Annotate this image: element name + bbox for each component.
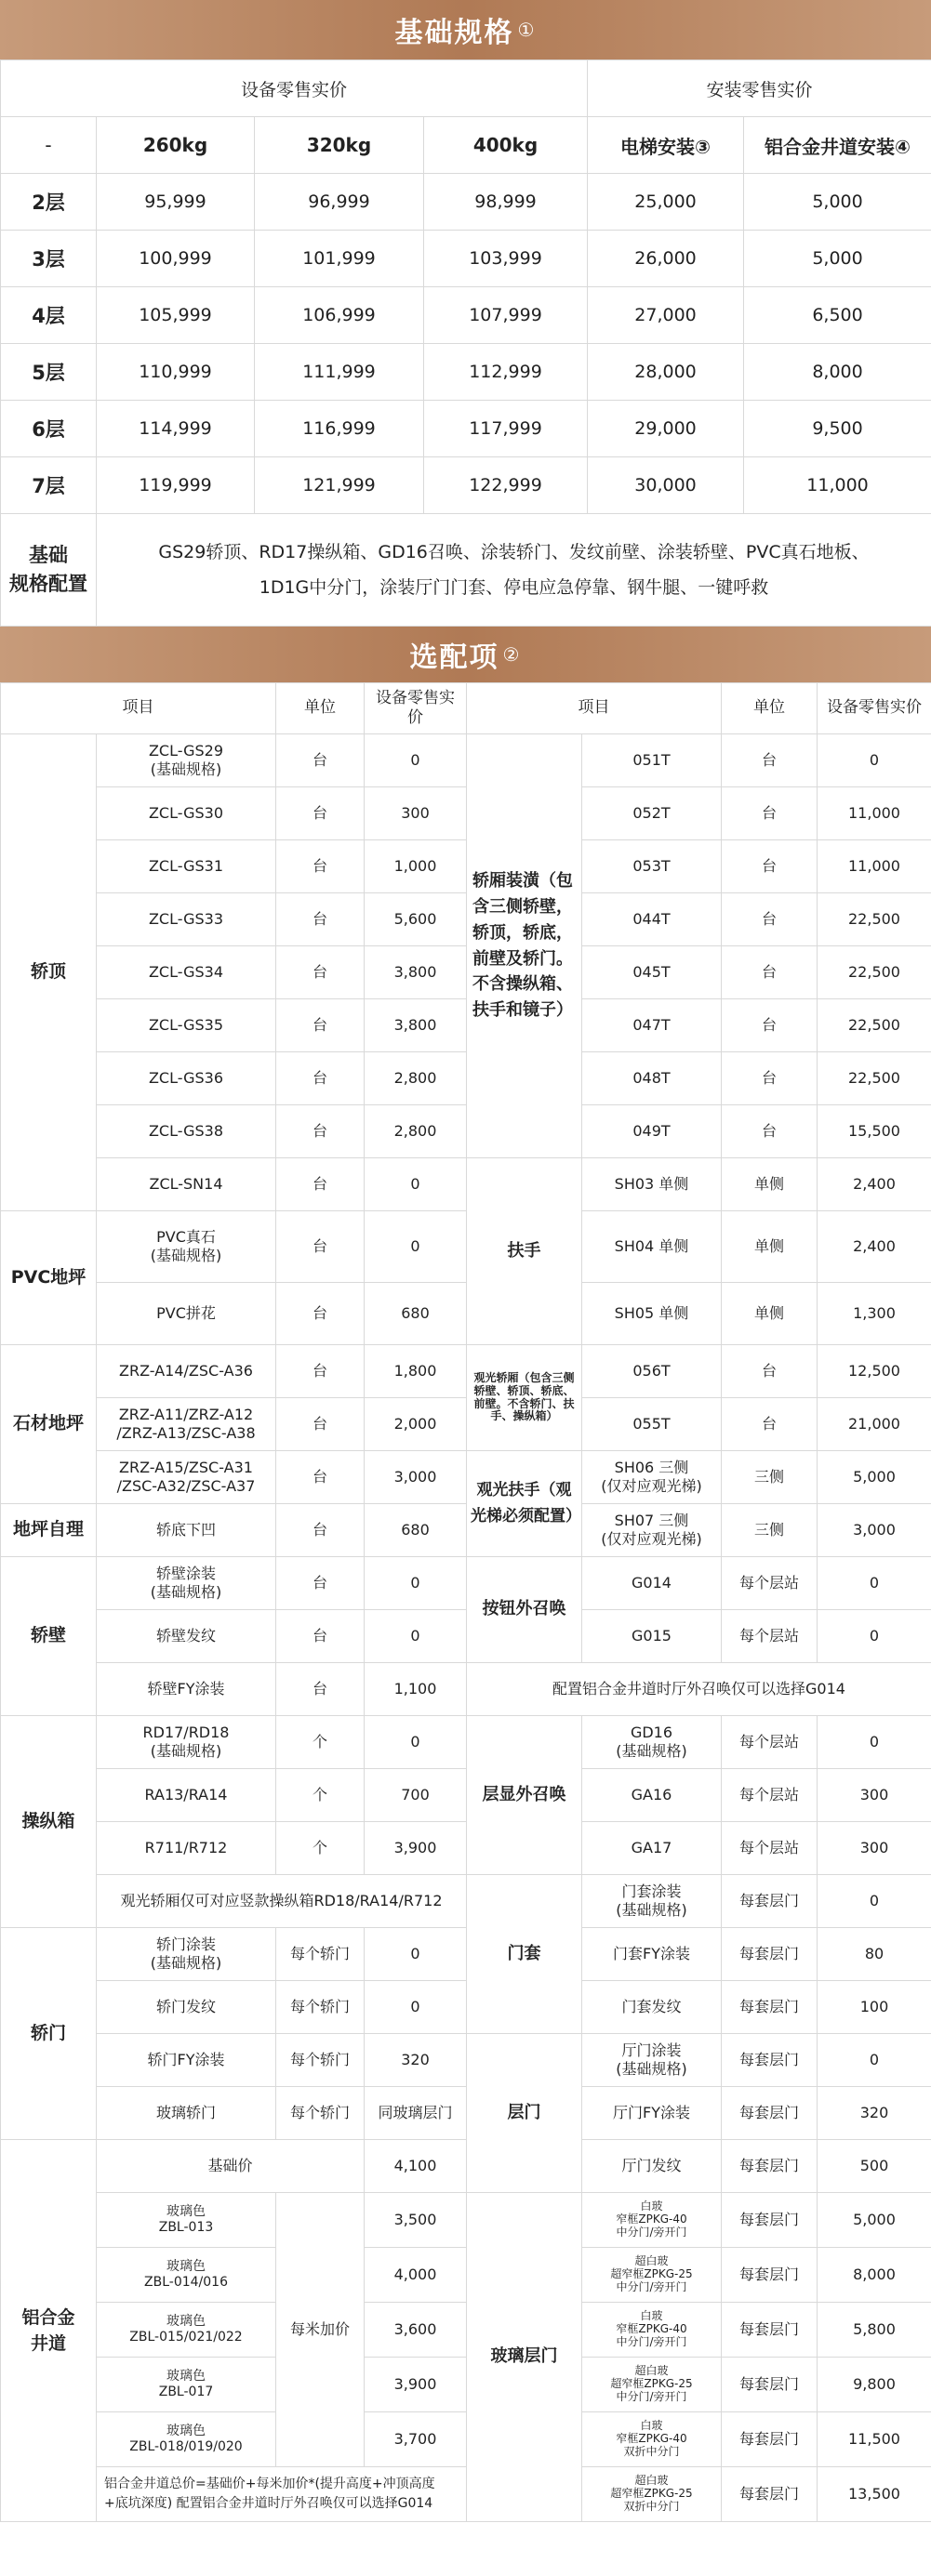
cat-car-top: 轿顶 xyxy=(1,734,97,1211)
unit-cell: 每套层门 xyxy=(722,2140,818,2193)
cat-sightseeing-handrail: 观光扶手（观光梯必须配置） xyxy=(467,1451,582,1557)
top-item: ZCL-GS34 xyxy=(97,946,276,999)
price-cell: 100 xyxy=(818,1981,931,2034)
unit-cell: 每套层门 xyxy=(722,1875,818,1928)
unit-cell: 台 xyxy=(276,1504,365,1557)
options-section-title: 选配项 xyxy=(409,641,499,674)
price-cell: 29,000 xyxy=(588,401,744,457)
table-row xyxy=(1,401,931,457)
price-cell: 95,999 xyxy=(97,174,255,231)
price-cell: 12,500 xyxy=(818,1345,931,1398)
basic-section-footnote: ① xyxy=(517,19,537,41)
cat-glass-landing-door: 玻璃层门 xyxy=(467,2193,582,2522)
price-cell: 0 xyxy=(818,1557,931,1610)
unit-cell: 台 xyxy=(722,1052,818,1105)
price-cell: 300 xyxy=(365,787,467,840)
top-item: ZCL-GS33 xyxy=(97,893,276,946)
deco-item: 048T xyxy=(582,1052,722,1105)
price-cell: 98,999 xyxy=(424,174,588,231)
price-cell: 114,999 xyxy=(97,401,255,457)
cat-aluminum-shaft-line-2: 井道 xyxy=(30,2333,66,2354)
cat-aluminum-shaft-line-1: 铝合金 xyxy=(21,2306,75,2328)
price-cell: 5,600 xyxy=(365,893,467,946)
top-item: ZCL-GS35 xyxy=(97,999,276,1052)
price-cell: 300 xyxy=(818,1822,931,1875)
top-item: ZCL-GS30 xyxy=(97,787,276,840)
price-cell: 0 xyxy=(818,2034,931,2087)
price-cell: 同玻璃层门 xyxy=(365,2087,467,2140)
cat-aluminum-shaft xyxy=(1,2140,97,2522)
landing-item: 厅门FY涂装 xyxy=(582,2087,722,2140)
unit-cell: 三侧 xyxy=(722,1451,818,1504)
unit-cell: 台 xyxy=(276,1451,365,1504)
unit-cell: 每个层站 xyxy=(722,1769,818,1822)
unit-cell: 每个轿门 xyxy=(276,1981,365,2034)
disp-item: GD16 (基础规格) xyxy=(582,1716,722,1769)
deco-item: 049T xyxy=(582,1105,722,1158)
frame-item: 门套发纹 xyxy=(582,1981,722,2034)
unit-cell: 台 xyxy=(722,893,818,946)
basic-spec-table xyxy=(0,59,931,627)
panel-note: 观光轿厢仅可对应竖款操纵箱RD18/RA14/R712 xyxy=(97,1875,467,1928)
col-320kg: 320kg xyxy=(255,117,424,174)
landing-item: 厅门涂装 (基础规格) xyxy=(582,2034,722,2087)
price-cell: 8,000 xyxy=(818,2248,931,2303)
cat-stone-floor: 石材地坪 xyxy=(1,1345,97,1504)
price-cell: 22,500 xyxy=(818,893,931,946)
landing-item: 厅门发纹 xyxy=(582,2140,722,2193)
price-cell: 0 xyxy=(365,1158,467,1211)
price-cell: 13,500 xyxy=(818,2467,931,2522)
frame-item: 门套FY涂装 xyxy=(582,1928,722,1981)
top-item: ZCL-SN14 xyxy=(97,1158,276,1211)
price-cell: 3,500 xyxy=(365,2193,467,2248)
alu-note: 铝合金井道总价=基础价+每米加价*(提升高度+冲顶高度+底坑深度) 配置铝合金井道时厅外召唤仅可以选择G014 xyxy=(97,2467,467,2522)
price-cell: 0 xyxy=(818,1716,931,1769)
unit-cell: 每套层门 xyxy=(722,2087,818,2140)
unit-cell: 台 xyxy=(276,1105,365,1158)
hdr-item-right: 项目 xyxy=(467,683,722,734)
price-cell: 5,000 xyxy=(744,174,931,231)
price-cell: 96,999 xyxy=(255,174,424,231)
alu-base-item: 基础价 xyxy=(97,2140,365,2193)
unit-cell: 每个轿门 xyxy=(276,1928,365,1981)
btn-note: 配置铝合金井道时厅外召唤仅可以选择G014 xyxy=(467,1663,931,1716)
unit-cell: 每个层站 xyxy=(722,1557,818,1610)
unit-cell: 每套层门 xyxy=(722,2248,818,2303)
unit-cell: 台 xyxy=(276,1610,365,1663)
unit-cell: 每个轿门 xyxy=(276,2087,365,2140)
stone-item: ZRZ-A15/ZSC-A31 /ZSC-A32/ZSC-A37 xyxy=(97,1451,276,1504)
cat-handrail: 扶手 xyxy=(467,1158,582,1345)
options-table xyxy=(0,682,931,2522)
top-item: ZCL-GS38 xyxy=(97,1105,276,1158)
price-cell: 11,000 xyxy=(744,457,931,514)
price-cell: 5,000 xyxy=(744,231,931,287)
price-cell: 101,999 xyxy=(255,231,424,287)
col-elevator-install: 电梯安装③ xyxy=(588,117,744,174)
price-cell: 9,500 xyxy=(744,401,931,457)
price-cell: 107,999 xyxy=(424,287,588,344)
price-cell: 3,800 xyxy=(365,946,467,999)
unit-cell: 台 xyxy=(722,1105,818,1158)
unit-cell: 每套层门 xyxy=(722,2193,818,2248)
price-cell: 700 xyxy=(365,1769,467,1822)
top-item: ZCL-GS36 xyxy=(97,1052,276,1105)
floor-label: 5层 xyxy=(1,344,97,401)
price-cell: 4,100 xyxy=(365,2140,467,2193)
price-cell: 80 xyxy=(818,1928,931,1981)
price-cell: 119,999 xyxy=(97,457,255,514)
price-cell: 5,800 xyxy=(818,2303,931,2358)
hdr-item-left: 项目 xyxy=(1,683,276,734)
floor-label: 3层 xyxy=(1,231,97,287)
cat-door-frame: 门套 xyxy=(467,1875,582,2034)
floor-label: 4层 xyxy=(1,287,97,344)
basic-section-header xyxy=(0,0,931,59)
price-cell: 5,000 xyxy=(818,1451,931,1504)
floor-label: 7层 xyxy=(1,457,97,514)
unit-cell: 台 xyxy=(276,1398,365,1451)
price-cell: 21,000 xyxy=(818,1398,931,1451)
price-cell: 11,000 xyxy=(818,840,931,893)
cat-landing-door: 层门 xyxy=(467,2034,582,2193)
alu-item: 玻璃色 ZBL-018/019/020 xyxy=(97,2412,276,2467)
unit-cell: 台 xyxy=(722,734,818,787)
price-cell: 320 xyxy=(365,2034,467,2087)
cat-floor-self: 地坪自理 xyxy=(1,1504,97,1557)
panel-item: RD17/RD18 (基础规格) xyxy=(97,1716,276,1769)
config-line-2: 1D1G中分门，涂装厅门门套、停电应急停靠、钢牛腿、一键呼救 xyxy=(259,577,769,598)
price-cell: 100,999 xyxy=(97,231,255,287)
price-cell: 3,900 xyxy=(365,2358,467,2412)
unit-cell: 每个层站 xyxy=(722,1610,818,1663)
price-cell: 11,000 xyxy=(818,787,931,840)
price-cell: 9,800 xyxy=(818,2358,931,2412)
price-cell: 1,000 xyxy=(365,840,467,893)
unit-cell: 台 xyxy=(276,999,365,1052)
cat-floor-display-call: 层显外召唤 xyxy=(467,1716,582,1875)
wall-item: 轿壁发纹 xyxy=(97,1610,276,1663)
table-row xyxy=(1,231,931,287)
hdr-unit-left: 单位 xyxy=(276,683,365,734)
unit-cell: 每套层门 xyxy=(722,2034,818,2087)
sight-item: 056T xyxy=(582,1345,722,1398)
price-cell: 0 xyxy=(365,734,467,787)
unit-cell: 每个轿门 xyxy=(276,2034,365,2087)
price-cell: 122,999 xyxy=(424,457,588,514)
alu-item: 玻璃色 ZBL-017 xyxy=(97,2358,276,2412)
unit-cell: 台 xyxy=(722,1345,818,1398)
col-260kg: 260kg xyxy=(97,117,255,174)
table-row xyxy=(1,287,931,344)
handrail-item: SH03 单侧 xyxy=(582,1158,722,1211)
cat-button-call: 按钮外召唤 xyxy=(467,1557,582,1663)
deco-item: 044T xyxy=(582,893,722,946)
price-cell: 111,999 xyxy=(255,344,424,401)
price-cell: 3,000 xyxy=(365,1451,467,1504)
hdr-price-right: 设备零售实价 xyxy=(818,683,931,734)
handrail-item: SH05 单侧 xyxy=(582,1283,722,1345)
col-alu-install: 铝合金井道安装④ xyxy=(744,117,931,174)
unit-cell: 每套层门 xyxy=(722,2303,818,2358)
price-cell: 0 xyxy=(818,1610,931,1663)
price-cell: 3,800 xyxy=(365,999,467,1052)
floor-label: 2层 xyxy=(1,174,97,231)
cat-operation-panel: 操纵箱 xyxy=(1,1716,97,1928)
price-cell: 110,999 xyxy=(97,344,255,401)
sight-item: 055T xyxy=(582,1398,722,1451)
unit-cell: 单侧 xyxy=(722,1211,818,1283)
unit-cell: 每套层门 xyxy=(722,2412,818,2467)
price-cell: 103,999 xyxy=(424,231,588,287)
unit-cell: 个 xyxy=(276,1716,365,1769)
pvc-item: PVC真石 (基础规格) xyxy=(97,1211,276,1283)
price-cell: 0 xyxy=(365,1981,467,2034)
basic-section-title: 基础规格 xyxy=(394,17,514,49)
unit-cell: 每个层站 xyxy=(722,1822,818,1875)
self-item: 轿底下凹 xyxy=(97,1504,276,1557)
hdr-unit-right: 单位 xyxy=(722,683,818,734)
unit-cell: 台 xyxy=(276,1158,365,1211)
price-cell: 25,000 xyxy=(588,174,744,231)
btn-item: G015 xyxy=(582,1610,722,1663)
price-cell: 8,000 xyxy=(744,344,931,401)
btn-item: G014 xyxy=(582,1557,722,1610)
price-cell: 300 xyxy=(818,1769,931,1822)
cat-pvc-floor: PVC地坪 xyxy=(1,1211,97,1345)
unit-cell: 台 xyxy=(276,734,365,787)
alu-item: 玻璃色 ZBL-014/016 xyxy=(97,2248,276,2303)
price-cell: 680 xyxy=(365,1504,467,1557)
cat-car-door: 轿门 xyxy=(1,1928,97,2140)
price-cell: 2,400 xyxy=(818,1211,931,1283)
stone-item: ZRZ-A14/ZSC-A36 xyxy=(97,1345,276,1398)
config-label-line-1: 基础 xyxy=(29,543,68,566)
top-item: ZCL-GS31 xyxy=(97,840,276,893)
price-cell: 3,900 xyxy=(365,1822,467,1875)
door-item: 轿门发纹 xyxy=(97,1981,276,2034)
unit-cell: 个 xyxy=(276,1769,365,1822)
unit-cell: 台 xyxy=(276,787,365,840)
unit-cell: 台 xyxy=(276,1345,365,1398)
door-item: 玻璃轿门 xyxy=(97,2087,276,2140)
unit-cell: 每套层门 xyxy=(722,1928,818,1981)
price-cell: 105,999 xyxy=(97,287,255,344)
frame-item: 门套涂装 (基础规格) xyxy=(582,1875,722,1928)
price-cell: 11,500 xyxy=(818,2412,931,2467)
glass-item: 超白玻 超窄框ZPKG-25 中分门/旁开门 xyxy=(582,2248,722,2303)
sight-rail-item: SH07 三侧 (仅对应观光梯) xyxy=(582,1504,722,1557)
price-cell: 0 xyxy=(365,1557,467,1610)
glass-item: 白玻 窄框ZPKG-40 中分门/旁开门 xyxy=(582,2193,722,2248)
unit-cell: 台 xyxy=(722,840,818,893)
price-cell: 0 xyxy=(365,1716,467,1769)
floor-label: 6层 xyxy=(1,401,97,457)
glass-item: 白玻 窄框ZPKG-40 双折中分门 xyxy=(582,2412,722,2467)
unit-cell: 台 xyxy=(276,840,365,893)
price-cell: 112,999 xyxy=(424,344,588,401)
config-content xyxy=(97,514,931,627)
price-cell: 116,999 xyxy=(255,401,424,457)
unit-cell: 单侧 xyxy=(722,1283,818,1345)
pvc-item: PVC拼花 xyxy=(97,1283,276,1345)
unit-cell: 台 xyxy=(276,1283,365,1345)
price-cell: 0 xyxy=(818,734,931,787)
panel-item: R711/R712 xyxy=(97,1822,276,1875)
price-cell: 1,100 xyxy=(365,1663,467,1716)
top-item: ZCL-GS29 (基础规格) xyxy=(97,734,276,787)
glass-item: 超白玻 超窄框ZPKG-25 中分门/旁开门 xyxy=(582,2358,722,2412)
options-section-header xyxy=(0,627,931,682)
options-section-footnote: ② xyxy=(502,643,522,666)
price-cell: 0 xyxy=(818,1875,931,1928)
price-cell: 22,500 xyxy=(818,946,931,999)
price-cell: 0 xyxy=(365,1211,467,1283)
price-cell: 0 xyxy=(365,1610,467,1663)
deco-item: 053T xyxy=(582,840,722,893)
group-equip-header: 设备零售实价 xyxy=(1,60,588,117)
deco-item: 047T xyxy=(582,999,722,1052)
config-line-1: GS29轿顶、RD17操纵箱、GD16召唤、涂装轿门、发纹前壁、涂装轿壁、PVC真石地板、 xyxy=(158,542,870,562)
group-install-header: 安装零售实价 xyxy=(588,60,931,117)
price-cell: 320 xyxy=(818,2087,931,2140)
wall-item: 轿壁FY涂装 xyxy=(97,1663,276,1716)
price-cell: 3,700 xyxy=(365,2412,467,2467)
price-cell: 22,500 xyxy=(818,999,931,1052)
glass-item: 白玻 窄框ZPKG-40 中分门/旁开门 xyxy=(582,2303,722,2358)
unit-cell: 每米加价 xyxy=(276,2193,365,2467)
price-cell: 680 xyxy=(365,1283,467,1345)
price-cell: 28,000 xyxy=(588,344,744,401)
price-cell: 2,800 xyxy=(365,1105,467,1158)
sight-rail-item: SH06 三侧 (仅对应观光梯) xyxy=(582,1451,722,1504)
unit-cell: 三侧 xyxy=(722,1504,818,1557)
cat-car-decoration: 轿厢装潢（包含三侧轿壁，轿顶，轿底，前壁及轿门。不含操纵箱、扶手和镜子） xyxy=(467,734,582,1158)
price-cell: 30,000 xyxy=(588,457,744,514)
config-label-line-2: 规格配置 xyxy=(9,573,87,595)
price-cell: 2,800 xyxy=(365,1052,467,1105)
alu-item: 玻璃色 ZBL-015/021/022 xyxy=(97,2303,276,2358)
cat-sightseeing-car: 观光轿厢（包含三侧轿壁、轿顶、轿底、前壁。不含轿门、扶手、操纵箱） xyxy=(467,1345,582,1451)
config-label xyxy=(1,514,97,627)
deco-item: 051T xyxy=(582,734,722,787)
deco-item: 045T xyxy=(582,946,722,999)
unit-cell: 台 xyxy=(276,893,365,946)
hdr-price-left: 设备零售实价 xyxy=(365,683,467,734)
handrail-item: SH04 单侧 xyxy=(582,1211,722,1283)
disp-item: GA16 xyxy=(582,1769,722,1822)
unit-cell: 台 xyxy=(276,1557,365,1610)
price-cell: 2,000 xyxy=(365,1398,467,1451)
unit-cell: 台 xyxy=(722,946,818,999)
price-cell: 0 xyxy=(365,1928,467,1981)
alu-item: 玻璃色 ZBL-013 xyxy=(97,2193,276,2248)
table-row xyxy=(1,344,931,401)
door-item: 轿门涂装 (基础规格) xyxy=(97,1928,276,1981)
unit-cell: 单侧 xyxy=(722,1158,818,1211)
price-cell: 121,999 xyxy=(255,457,424,514)
price-cell: 5,000 xyxy=(818,2193,931,2248)
door-item: 轿门FY涂装 xyxy=(97,2034,276,2087)
price-cell: 27,000 xyxy=(588,287,744,344)
unit-cell: 每套层门 xyxy=(722,2358,818,2412)
price-cell: 6,500 xyxy=(744,287,931,344)
unit-cell: 台 xyxy=(276,946,365,999)
unit-cell: 台 xyxy=(276,1052,365,1105)
wall-item: 轿壁涂装 (基础规格) xyxy=(97,1557,276,1610)
price-cell: 15,500 xyxy=(818,1105,931,1158)
stone-item: ZRZ-A11/ZRZ-A12 /ZRZ-A13/ZSC-A38 xyxy=(97,1398,276,1451)
price-cell: 106,999 xyxy=(255,287,424,344)
price-cell: 2,400 xyxy=(818,1158,931,1211)
price-cell: 1,300 xyxy=(818,1283,931,1345)
col-400kg: 400kg xyxy=(424,117,588,174)
price-cell: 4,000 xyxy=(365,2248,467,2303)
table-row xyxy=(1,174,931,231)
price-cell: 3,600 xyxy=(365,2303,467,2358)
deco-item: 052T xyxy=(582,787,722,840)
unit-cell: 每个层站 xyxy=(722,1716,818,1769)
price-cell: 3,000 xyxy=(818,1504,931,1557)
unit-cell: 每套层门 xyxy=(722,1981,818,2034)
price-cell: 500 xyxy=(818,2140,931,2193)
unit-cell: 台 xyxy=(276,1211,365,1283)
price-cell: 117,999 xyxy=(424,401,588,457)
cat-car-wall: 轿壁 xyxy=(1,1557,97,1716)
table-row xyxy=(1,457,931,514)
corner-cell: - xyxy=(1,117,97,174)
panel-item: RA13/RA14 xyxy=(97,1769,276,1822)
unit-cell: 台 xyxy=(722,999,818,1052)
disp-item: GA17 xyxy=(582,1822,722,1875)
price-cell: 22,500 xyxy=(818,1052,931,1105)
unit-cell: 每套层门 xyxy=(722,2467,818,2522)
price-cell: 1,800 xyxy=(365,1345,467,1398)
unit-cell: 台 xyxy=(276,1663,365,1716)
price-cell: 26,000 xyxy=(588,231,744,287)
glass-item: 超白玻 超窄框ZPKG-25 双折中分门 xyxy=(582,2467,722,2522)
unit-cell: 台 xyxy=(722,787,818,840)
unit-cell: 台 xyxy=(722,1398,818,1451)
unit-cell: 个 xyxy=(276,1822,365,1875)
